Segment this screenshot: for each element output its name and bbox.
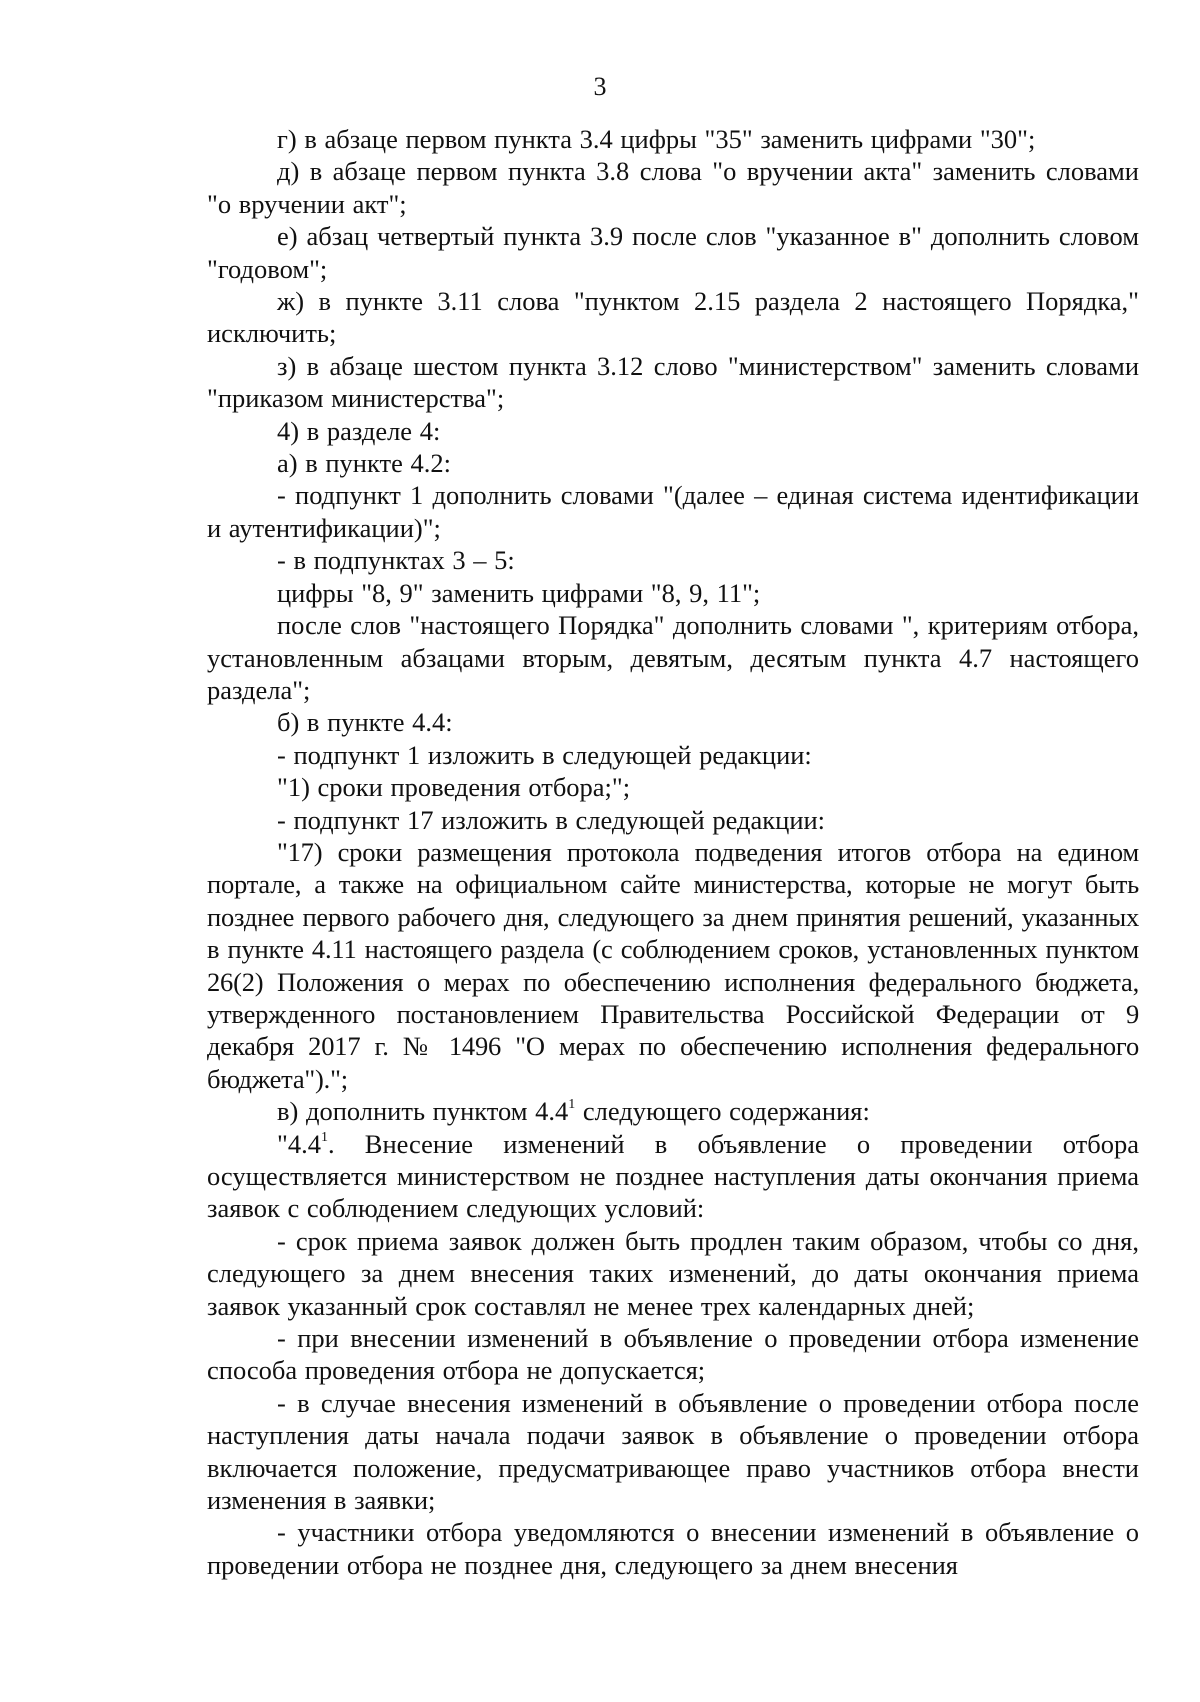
words-addition: после слов "настоящего Порядка" дополнить словами ", критериям отбора, установленным абзацами вторым, девятым, десятым пункта 4.7 настоящего раздела"; bbox=[207, 610, 1139, 705]
subitem-17-new-text: "17) сроки размещения протокола подведения итогов отбора на едином портале, а также на официальном сайте министерства, которые не могут быть позднее первого рабочего дня, следующего за днем принятия решений, указанных в пункте 4.11 настоящего раздела (с соблюдением сроков, установленных пунктом 26(2) Положения о мерах по обеспечению исполнения федерального бюджета, утвержденного постановлением Правительства Российской Федерации от 9 декабря 2017 г. № 1496 "О мерах по обеспечению исполнения федерального бюджета")."; bbox=[207, 836, 1139, 1094]
condition-participant-notice: - участники отбора уведомляются о внесении изменений в объявление о проведении отбора не позднее дня, следующего за днем внесения bbox=[207, 1517, 1139, 1580]
amendment-item-d: д) в абзаце первом пункта 3.8 слова "о вручении акта" заменить словами "о вручении акт"; bbox=[207, 156, 1139, 219]
item-b-heading: б) в пункте 4.4: bbox=[277, 707, 453, 738]
subitems-3-5-heading: - в подпунктах 3 – 5: bbox=[277, 545, 515, 576]
point-4-4-1-text-before: "4.4 bbox=[277, 1128, 321, 1159]
item-v-text-after: следующего содержания: bbox=[575, 1096, 870, 1127]
amendment-item-zh: ж) в пункте 3.11 слова "пунктом 2.15 раздела 2 настоящего Порядка," исключить; bbox=[207, 286, 1139, 349]
amendment-item-e: е) абзац четвертый пункта 3.9 после слов "указанное в" дополнить словом "годовом"; bbox=[207, 221, 1139, 284]
condition-method-unchanged: - при внесении изменений в объявление о проведении отбора изменение способа проведения отбора не допускается; bbox=[207, 1323, 1139, 1386]
digits-replacement: цифры "8, 9" заменить цифрами "8, 9, 11"; bbox=[277, 577, 761, 608]
item-a-heading: а) в пункте 4.2: bbox=[277, 448, 451, 479]
section-4-heading: 4) в разделе 4: bbox=[277, 415, 441, 446]
subitem-17-restate: - подпункт 17 изложить в следующей редакции: bbox=[277, 804, 826, 835]
subitem-1-amendment: - подпункт 1 дополнить словами "(далее – единая система идентификации и аутентификации)"; bbox=[207, 480, 1139, 543]
document-body bbox=[207, 123, 1139, 1581]
subitem-1-restate: - подпункт 1 изложить в следующей редакции: bbox=[277, 739, 812, 770]
point-4-4-1-text-after: . Внесение изменений в объявление о проведении отбора осуществляется министерством не позднее наступления даты окончания приема заявок с соблюдением следующих условий: bbox=[207, 1128, 1139, 1224]
point-4-4-1-text bbox=[207, 1128, 1139, 1225]
subitem-1-new-text: "1) сроки проведения отбора;"; bbox=[277, 772, 631, 803]
item-v-superscript: 1 bbox=[568, 1097, 576, 1113]
page-number: 3 bbox=[593, 72, 607, 101]
item-v-heading bbox=[207, 1095, 1139, 1127]
amendment-item-g: г) в абзаце первом пункта 3.4 цифры "35" заменить цифрами "30"; bbox=[277, 124, 1036, 154]
condition-deadline-extension: - срок приема заявок должен быть продлен таким образом, чтобы со дня, следующего за днем внесения таких изменений, до даты окончания приема заявок указанный срок составлял не менее трех календарных дней; bbox=[207, 1225, 1139, 1321]
item-v-text-before: в) дополнить пунктом 4.4 bbox=[277, 1096, 569, 1127]
amendment-item-z: з) в абзаце шестом пункта 3.12 слово "министерством" заменить словами "приказом министерства"; bbox=[207, 350, 1139, 414]
condition-change-applications: - в случае внесения изменений в объявление о проведении отбора после наступления даты начала подачи заявок в объявление о проведении отбора включается положение, предусматривающее право участников отбора внести изменения в заявки; bbox=[207, 1387, 1139, 1516]
point-4-4-1-superscript: 1 bbox=[320, 1129, 328, 1145]
